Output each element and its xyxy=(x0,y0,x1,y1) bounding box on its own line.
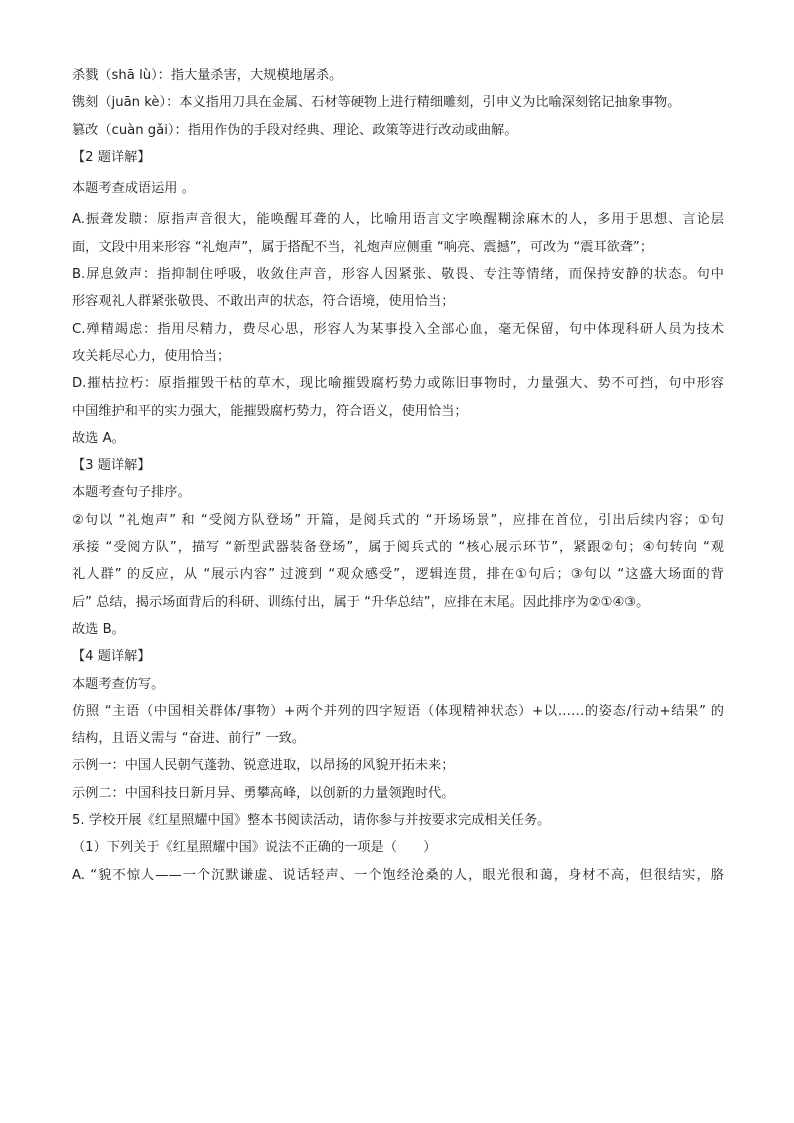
document-page xyxy=(72,62,724,889)
q3-explanation-line1: ②句以 “礼炮声” 和 “受阅方队登场” 开篇，是阅兵式的 “开场场景”，应排在首位，引出后续内容；①句 xyxy=(72,512,724,528)
q4-topic: 本题考查仿写。 xyxy=(72,676,165,692)
q2-option-c-line1: C.殚精竭虑：指用尽精力，费尽心思，形容人为某事投入全部心血，毫无保留，句中体现科研人员为技术 xyxy=(72,321,724,337)
q4-example-1: 示例一：中国人民朝气蓬勃、锐意进取，以昂扬的风貌开拓未来； xyxy=(72,758,455,774)
q2-option-d-line1: D.摧枯拉朽：原指摧毁干枯的草木，现比喻摧毁腐朽势力或陈旧事物时，力量强大、势不可挡，句中形容 xyxy=(72,376,724,392)
q4-explanation-line1: 仿照 “主语（中国相关群体/事物）+两个并列的四字短语（体现精神状态）+以……的姿态/行动+结果” 的 xyxy=(72,703,724,719)
q3-topic: 本题考查句子排序。 xyxy=(72,485,191,501)
q2-topic: 本题考查成语运用 。 xyxy=(72,181,195,197)
q2-option-b-line1: B.屏息敛声：指抑制住呼吸，收敛住声音，形容人因紧张、敬畏、专注等情绪，而保持安静的状态。句中 xyxy=(72,267,724,283)
definition-juanke: 镌刻（juān kè）：本义指用刀具在金属、石材等硬物上进行精细雕刻，引申义为比喻深刻铭记抽象事物。 xyxy=(72,95,681,111)
q2-option-d-line2: 中国维护和平的实力强大，能摧毁腐朽势力，符合语义，使用恰当； xyxy=(72,403,468,419)
q2-option-c-line2: 攻关耗尽心力，使用恰当； xyxy=(72,348,231,364)
q3-explanation-line2: 承接 “受阅方队”，描写 “新型武器装备登场”，属于阅兵式的 “核心展示环节”，紧跟②句；④句转向 “观 xyxy=(72,540,724,556)
definition-cuangai: 篡改（cuàn gǎi）：指用作伪的手段对经典、理论、政策等进行改动或曲解。 xyxy=(72,122,518,138)
q2-answer: 故选 A。 xyxy=(72,430,125,446)
q3-explanation-line4: 后” 总结，揭示场面背后的科研、训练付出，属于 “升华总结”，应排在末尾。因此排序为②①④③。 xyxy=(72,594,650,610)
question-5-1-stem: （1）下列关于《红星照耀中国》说法不正确的一项是（ ） xyxy=(72,840,437,856)
section-heading-q4: 【4 题详解】 xyxy=(72,649,151,665)
q4-explanation-line2: 结构，且语义需与 “奋进、前行” 一致。 xyxy=(72,731,306,747)
section-heading-q2: 【2 题详解】 xyxy=(72,149,151,165)
q2-option-a-line1: A.振聋发聩：原指声音很大，能唤醒耳聋的人，比喻用语言文字唤醒糊涂麻木的人，多用于思想、言论层 xyxy=(72,212,724,228)
section-heading-q3: 【3 题详解】 xyxy=(72,458,151,474)
q2-option-b-line2: 形容观礼人群紧张敬畏、不敢出声的状态，符合语境，使用恰当； xyxy=(72,294,455,310)
q4-example-2: 示例二：中国科技日新月异、勇攀高峰，以创新的力量领跑时代。 xyxy=(72,785,455,801)
question-5-1-option-a: A. “貌不惊人——一个沉默谦虚、说话轻声、一个饱经沧桑的人，眼光很和蔼，身材不高，但很结实，胳 xyxy=(72,867,724,883)
definition-shalu: 杀戮（shā lù）：指大量杀害，大规模地屠杀。 xyxy=(72,68,343,83)
q2-option-a-line2: 面，文段中用来形容 “礼炮声”，属于搭配不当，礼炮声应侧重 “响亮、震撼”，可改为 “震耳欲聋”； xyxy=(72,239,654,255)
q3-answer: 故选 B。 xyxy=(72,621,125,637)
q3-explanation-line3: 礼人群” 的反应，从 “展示内容” 过渡到 “观众感受”，逻辑连贯，排在①句后；③句以 “这盛大场面的背 xyxy=(72,567,724,583)
question-5-prompt: 5. 学校开展《红星照耀中国》整本书阅读活动，请你参与并按要求完成相关任务。 xyxy=(72,813,551,829)
